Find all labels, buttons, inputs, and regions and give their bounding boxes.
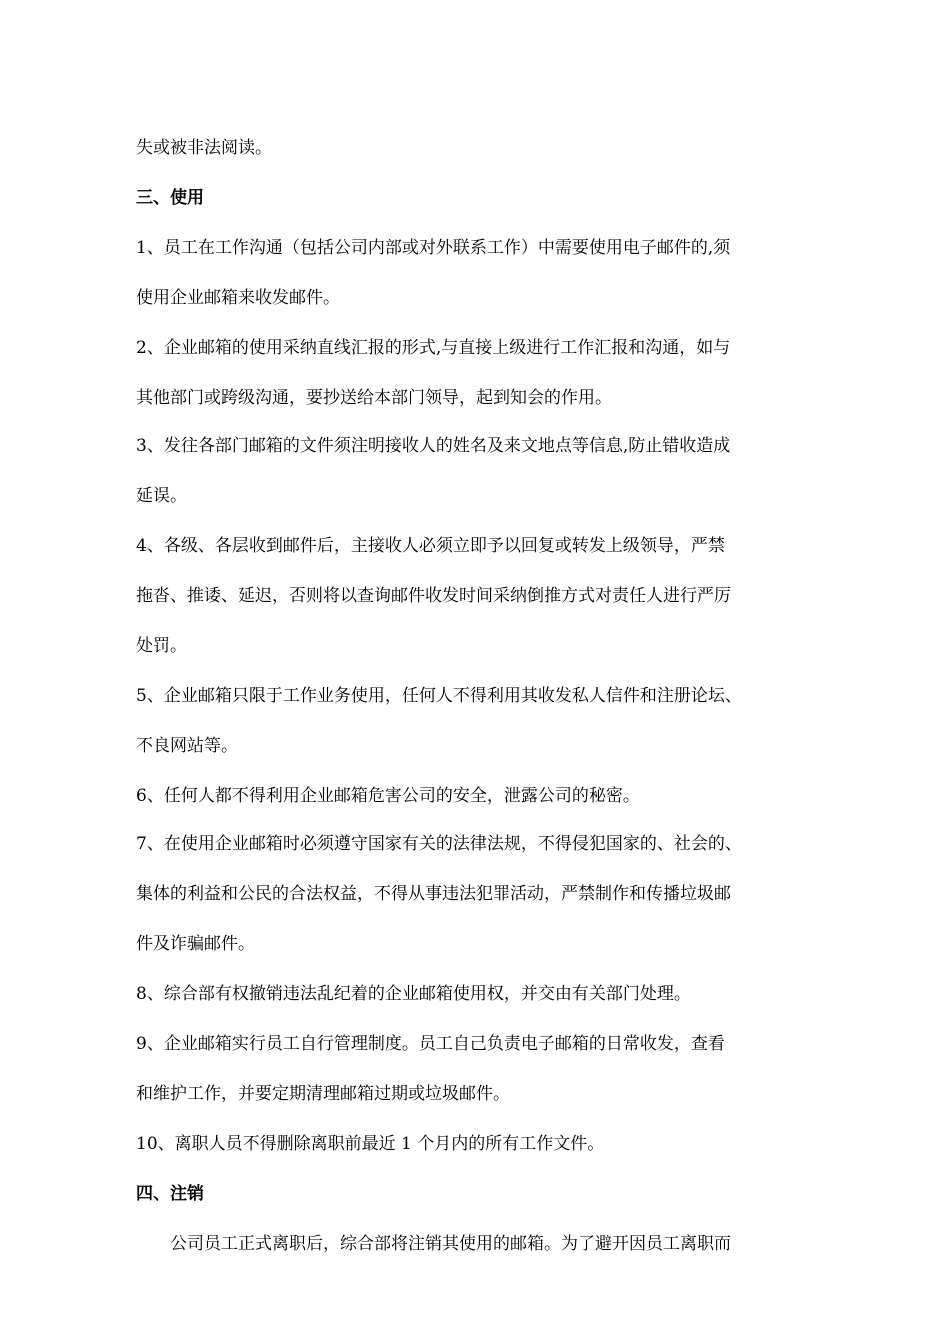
item-9-line-2: 和维护工作，并要定期清理邮箱过期或垃圾邮件。 (136, 1084, 510, 1104)
continued-text-line: 失或被非法阅读。 (136, 138, 272, 158)
section-heading-use: 三、使用 (136, 188, 204, 208)
item-1-line-1: 1、员工在工作沟通（包括公司内部或对外联系工作）中需要使用电子邮件的,须 (136, 238, 731, 258)
item-4-line-3: 处罚。 (136, 636, 187, 656)
item-4-line-1: 4、各级、各层收到邮件后，主接收人必须立即予以回复或转发上级领导，严禁 (136, 536, 725, 556)
item-9-line-1: 9、企业邮箱实行员工自行管理制度。员工自己负责电子邮箱的日常收发，查看 (136, 1034, 725, 1054)
item-3-line-1: 3、发往各部门邮箱的文件须注明接收人的姓名及来文地点等信息,防止错收造成 (136, 436, 731, 456)
cancel-paragraph-line-1: 公司员工正式离职后，综合部将注销其使用的邮箱。为了避开因员工离职而 (170, 1234, 731, 1254)
section-heading-cancel: 四、注销 (136, 1184, 204, 1204)
item-5-line-1: 5、企业邮箱只限于工作业务使用，任何人不得利用其收发私人信件和注册论坛、 (136, 686, 742, 706)
item-7-line-2: 集体的利益和公民的合法权益，不得从事违法犯罪活动，严禁制作和传播垃圾邮 (136, 884, 731, 904)
item-1-line-2: 使用企业邮箱来收发邮件。 (136, 288, 340, 308)
item-6-line-1: 6、任何人都不得利用企业邮箱危害公司的安全，泄露公司的秘密。 (136, 786, 640, 806)
item-10-line-1: 10、离职人员不得删除离职前最近 1 个月内的所有工作文件。 (136, 1134, 605, 1154)
item-2-line-2: 其他部门或跨级沟通，要抄送给本部门领导，起到知会的作用。 (136, 388, 612, 408)
item-2-line-1: 2、企业邮箱的使用采纳直线汇报的形式,与直接上级进行工作汇报和沟通，如与 (136, 338, 731, 358)
item-5-line-2: 不良网站等。 (136, 736, 238, 756)
item-7-line-1: 7、在使用企业邮箱时必须遵守国家有关的法律法规，不得侵犯国家的、社会的、 (136, 834, 742, 854)
item-4-line-2: 拖沓、推诿、延迟，否则将以查询邮件收发时间采纳倒推方式对责任人进行严厉 (136, 586, 731, 606)
item-3-line-2: 延误。 (136, 486, 187, 506)
item-8-line-1: 8、综合部有权撤销违法乱纪着的企业邮箱使用权，并交由有关部门处理。 (136, 984, 691, 1004)
item-7-line-3: 件及诈骗邮件。 (136, 934, 255, 954)
